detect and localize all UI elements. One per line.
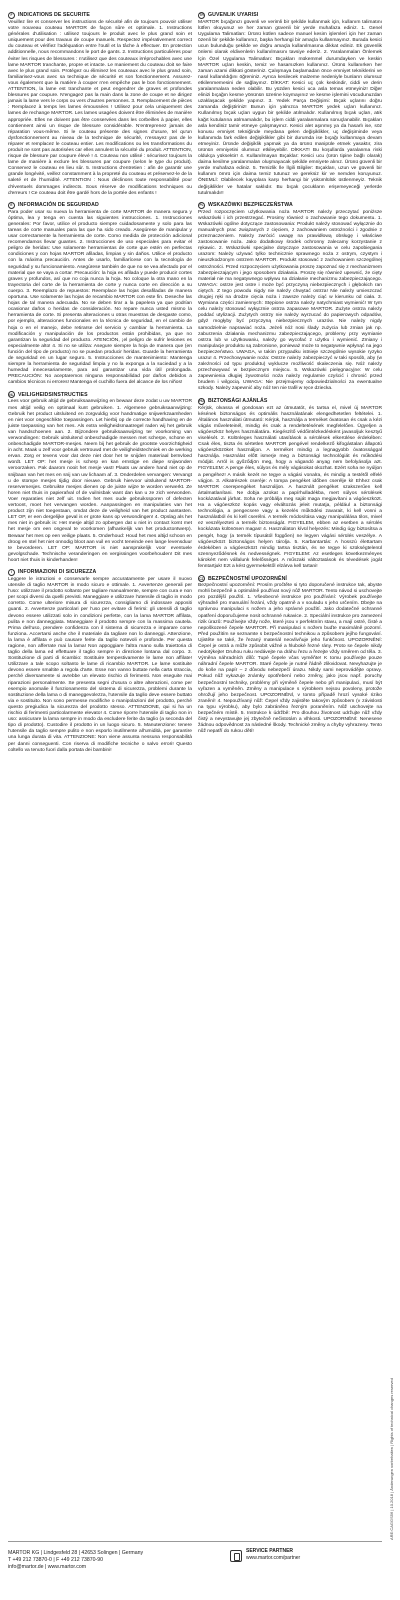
email-web-line[interactable]: info@martor.de | www.martor.com xyxy=(8,1564,87,1570)
language-code-icon: NL xyxy=(9,392,14,397)
section-title: INFORMACIÓN DE SEGURIDAD xyxy=(18,202,99,209)
language-code-icon: F xyxy=(8,12,15,19)
service-link[interactable]: www.martor.com/partner xyxy=(246,1554,301,1561)
section-i xyxy=(8,569,192,754)
vertical-note xyxy=(389,1060,397,1540)
section-header xyxy=(198,12,382,19)
section-header xyxy=(198,202,382,209)
section-header xyxy=(8,569,192,576)
section-body: Veuillez lire et conserver les instructions de sécurité afin de toujours pouvoir utiliser votre nouveau couteau MARTOR de façon sûre et optimale. 1. Instructions générales d'utilisation : utilisez toujours le produit avec le plus grand soin et uniquement pour des travaux de coupe manuels. Respectez impérativement correct du couteau et vérifiez l'adéquation entre l'outil et la tâche à effectuer. En protection additionnelle, nous recommandons le port de gants. 2. Instructions particulières pour éviter les risques de blessures : n'utilisez que des couteaux irréprochables avec une lame MARTOR tranchante, propre et intacte. Le maniement du couteau doit se faire avec le plus grand soin. Protégez ou éliminez les couteaux avec le plus grand soin, familiarisez-vous avec sa technique de sécurité et son fonctionnement. Assurez-vous également que la matière à couper n'en empêche pas le bon fonctionnement. ATTENTION, la lame est tranchante et peut engendrer de graves et profondes blessures par coupure. N'engagez pas la main dans la zone de coupe et ne dirigez jamais la lame vers le corps ou vers d'autres personnes. 3. Remplacement de pièces : Remplacez à temps les lames émoussées ! Utilisez pour cela uniquement des lames de rechange MARTOR. Les lames usagées doivent être éliminées de manière appropriée. Elles ne doivent pas être conservées dans les corbeilles à papier, elles contiennent ainsi un risque de blessure considérable. N'entreprenez jamais de réparation vous-même. Si le couteau présente des signes d'usure, tel qu'un dysfonctionnement au niveau de la technique de sécurité, n'essayez pas de le réparer et remplacez le couteau entier. Les modifications ou les transformations du produit ne sont pas autorisées car elles annulent la sécurité du produit. ATTENTION, risque de blessure par coupure élevé ! 4. Couteau non utilisé : sécurisez toujours la lame de manière à exclure les blessures par coupure (selon le type du produit). Conservez le couteau en lieu sûr. 5. Instructions d'entretien : afin de garantir une grande longévité, veillez constamment à la propreté du couteau et préservez-le de la saleté et de l'humidité. ATTENTION : Nous déclinons toute responsabilité pour d'éventuels dommages indirects. Sous réserve de modifications techniques ou d'erreurs ! Ce couteau doit être gardé hors de la portée des enfants ! xyxy=(8,20,192,196)
footer xyxy=(8,1548,378,1588)
service-partner xyxy=(230,1548,300,1562)
section-body: Przed rozpoczęciem użytkowania noża MARTOR należy przeczytać poniższe wskazówki i ich przestrzegać. Prosimy również o zachowanie tego dokumentu. 1. Wskazówki ogólne dotyczące zastosowania: Produkt należy stosować wyłącznie do manualnych prac związanych z cięciem, z zachowaniem ostrożności i zgodnie z przeznaczeniem. Należy zwrócić uwagę na prawidłową obsługę i właściwe zastosowanie noża. Jako dodatkowy środek ochronny zalecamy korzystanie z rękawic. 2. Wskazówki specjalne dotyczące zastosowania w celu zapobiegania urazom: Należy używać tylko technicznie sprawnego noża z ostrym, czystym i nieuszkodzonym ostrzem MARTOR. Produkt stosować z zachowaniem szczególnej ostrożności. Przed rozpoczęciem użytkowania proszę zapoznać się z mechanizmem zabezpieczającym i jego sposobem działania. Proszę się również upewnić, że cięty materiał nie ma negatywnego wpływu na działanie mechanizmu zabezpieczającego. UWAGA: ostrze jest ostre i może być przyczyną niebezpiecznych i głębokich ran ciętych. Z tego powodu nigdy nie należy chwytać ostrza! Nie należy umieszczać drugiej ręki na drodze cięcia noża i zawsze należy ciąć w kierunku od ciała. 3. Wymiana części zamiennych: Stępione ostrza należy natychmiast wymienić! W tym celu należy stosować wyłącznie ostrza zapasowe MARTOR. Zużyte ostrza należy poddać utylizacji. Zużytych ostrzy nie należy wyrzucać do papierowych odpadów, gdyż mogłyby być przyczyną niebezpiecznych urazów. Nie należy nigdy samodzielnie naprawiać noża. Jeżeli nóż nosi ślady zużycia lub zmian jak np. zaburzenia działania mechanizmu zabezpieczającego, problemy przy wymianie ostrza lub w użytkowaniu, należy go wycofać z użytku i wymienić. Zmiany i manipulacje produktu są zabronione, ponieważ może to negatywnie wpłynąć na jego bezpieczeństwo. UWAGA, w takim przypadku istnieje szczególnie wysokie ryzyko urazu! 4. Przechowywanie noża: Ostrze należy zabezpieczyć w taki sposób, aby (w zależności od typu produktu) wyklucze możliwość skaleczenia się. Nóż należy przechowywać w bezpiecznym miejscu. 5. Wskazówki pielęgnacyjne: W celu zapewnienia długiej żywotności noża należy regularnie czyścić i chronić przed brudem i wilgocią. UWAGA: Nie przejmujemy odpowiedzialności za ewentualne szkody. Należy zapewnić aby nóż ten nie trafił w ręce dziecka. xyxy=(198,209,382,392)
section-header xyxy=(8,391,192,398)
language-code-icon: HU xyxy=(199,398,204,403)
language-code-icon: I xyxy=(8,569,15,576)
section-pl xyxy=(198,202,382,393)
address-line: MARTOR KG | Lindgesfeld 28 | 42653 Solingen | Germany xyxy=(8,1550,144,1556)
language-code-icon: CZ xyxy=(199,576,204,581)
section-body: MARTOR bıçağınızı güvenli ve verimli bir şekilde kullanmak için, kullanım talimatını lütfen okuyunuz ve her zaman güvenli bir yerde muhafaza ediniz. 1. Genel Uygulama Talimatları: Ürünü kütlen sadece manuel kesim işlemleri için her zaman özenli bir şekilde kullanınız, başka herhangi bir amaçla kullanmayınız. Burada kesici ucun bulunduğu şekilde ve doğru amaçla kullanılmasına dikkat ediniz. Ek güvenlik önlemi olarak eldivenlerin kullanılmasını tavsiye ederiz. 2. Yaralanmaları Önlemek İçin Özel Uygulama Talimatları: Bıçakları mükemmel durumdayken ve keskin MARTOR uçları keskin, temiz ve hasarsızken kullanınız. Ürünü kullanırken her zaman azami dikkati gösteriniz. Çalışmaya başlamadan önce emniyet tekniklerini ve nasıl kullanıldığını öğreniniz. Ayrıca kesilecek malzeme nedeniyle bunların olumsuz etkilenmemesini de sağlayınız. DİKKAT: Kesici uç çok keskindir, ciddi ve derin yaralanmalara neden olabilir. Bu yüzden kesici uca asla temas etmeyiniz! Diğer elinizi bıçağın kesme yönünün üzerine koymayınız ve kesme işlemini vücudunuzdan uzaklaşacak şekilde yapınız. 3. Yedek Parça Değişimi: Bıçak uçlarını doğru zamanda değiştiriniz! Bunun için yalnızca MARTOR yedek uçları kullanınız. Kullanılmış bıçak uçları uygun bir şekilde atılmalıdır. Kullanılmış bıçak uçları, atık kağıt kutularına atılmamalıdır, bu işlem ciddi yaralanmalara sonuçlanabilir. Bıçakları asla kendiniz tamir etmeye çalışmayınız. Kesici alet aşınmış ya da hasarlı ise, söz konusu emniyet tekniğinde meydana gelen değişiklikler, uç değişiminde veya kullanımda fark edilen değişiklikler gibi bir durumda ise bıçağı kullanmaya devam etmeyiniz. Üründe değişiklik yapmak ya da ürünü manipüle etmek yasaktır, zira ürünün emniyetini olumsuz etkileyebilir. DİKKAT! Bu koşullarda yaralanma riski oldukça yüksektir! 4. Kullanılmayan Bıçaklar: Kesici ucu (ürün tipine bağlı olarak) daima kesilme yaralanmaları oluşmayacak şekilde emniyete alınız. Ürünü güvenli bir yerde muhafaza ediniz. 5. Temizlik İle İlgili Bilgiler: Bıçakları, uzun ve güvenli bir kullanım ömrü için daima temiz tutunuz ve gereksiz kir ve nemden koruyunuz. ÖNEMLİ: Olabilecek kayıplara karşı herhangi bir yükümlülük üstlenmeyiz. Teknik değişiklikler ve hatalar saklıdır. Bu bıçak çocukların erişemeyeceği yerlerde tutulmalıdır! xyxy=(198,20,382,196)
section-title: VEILIGHEIDSINSTRUCTIES xyxy=(18,391,88,398)
section-body: Para poder usar su nueva la herramienta de corte MARTOR de manera segura y óptima, lea y tenga en cuenta las siguientes instrucciones. 1. Instrucciones generales: Por favor, utilice el producto siempre cuidadosamente y solo para las tareas de corte manuales para las que ha sido creado. Asegúrese de manipular y usar correctamente la herramienta de corte. Como medida de protección adicional recomendamos llevar guantes. 2. Instrucciones de uso especiales para evitar el peligro de heridas: Use solamente herramientas de corte que estén en perfectas condiciones y con hojas MARTOR afiladas, limpias y sin daños. Utilice el producto con la máxima precaución. Antes de usarlo, familiarícese con la tecnología de seguridad y su funcionamiento. Asegúrese también de que no se vea afectado por el material que se vaya a cortar. Precaución: la hoja es afilada y puede producir cortes graves y profundos, así que no coja nunca la hoja. No coloque la otra mano en la trayectoria del corte de la herramienta de corte y nunca corte en dirección a su cuerpo. 3. Reemplazo de repuestos: Reemplace las hojas desafiladas de manera oportuna. Use solamente las hojas de recambio MARTOR con este fin. Deseche las hojas de tal manera adecuada. No se deben tirar a la papelera ya que podrían ocasionar daños o heridas de consideración. No repare nunca usted mismo la herramienta de corte. Si presenta alteraciones u otras muestras de desgaste como, por ejemplo, alteraciones funcionales en la técnica de seguridad, en el cambio de hoja o en el manejo, debe retirarse del servicio y cambiar la herramienta. La modificación y manipulación de los productos están prohibidas, ya que no garantizan la seguridad del producto. ATENCIÓN, ¡el peligro de sufrir lesiones es especialmente alto! 4. Si no se utiliza: Asegure siempre la hoja de manera que (en función del tipo de producto) no se puedan producir heridas. Guarde la herramienta de seguridad en un lugar seguro. 5. Instrucciones de mantenimiento: Mantenga siempre la herramienta de seguridad limpia y no la exponga a la suciedad y a la humedad innecesariamente, para así garantizar una vida útil prolongada. PRECAUCIÓN: No aceptaremos ninguna responsabilidad por daños debidos a cambios técnicos ni errores! Mantenga el cuchillo fuera del alcance de los niños! xyxy=(8,209,192,386)
left-column xyxy=(8,12,192,1532)
text-columns xyxy=(8,12,382,1532)
section-title: BIZTONSÁGI AJÁNLÁS xyxy=(208,397,268,404)
section-header xyxy=(8,202,192,209)
section-tr xyxy=(198,12,382,197)
vertical-note-text: ARE:CAGGS56 | 10.2018 | Änderungen vorbehalten | Rights of technical changes reserved xyxy=(389,1378,394,1540)
section-hu xyxy=(198,398,382,571)
right-column xyxy=(198,12,382,1532)
section-body: Lees voor gebruik altijd de gebruiksaanwijzing en bewaar deze zodat u uw MARTOR mes altijd veilig en optimaal kunt gebruiken. 1. Algemene gebruiksaanwijzing: Gebruik het product uitsluitend en zorgvuldig voor handmatige snijwerkzaamheden en niet voor ongeschikte toepassingen. Let hierbij op de correcte handhaving en de juiste toepassing van het mes. Als extra veiligheidsmaatregel raden wij het gebruik van handschoenen aan. 2. Bijzondere gebruiksaanwijzing ter voorkoming van verwondingen: Gebruik uitsluitend onbeschadigde messen met scherpe, schone en onbeschadigde MARTOR-mesjes. Neem bij het gebruik de grootste voorzichtigheid in acht. Maak u zelf voor gebruik vertrouwd met de veiligheidstechniek en de werking ervan. Zorg er tevens voor dat deze niet door het te snijden materiaal beïnvloed wordt. LET OP: het mesje is scherp en kan ernstige en diepe snijwonden veroorzaken. Pak daarom nooit het mesje vast! Plaats uw andere hand niet op de snijbaan van het mes en snij van uw lichaam af. 3. Onderdelen vervangen: Vervangt u de stompe mesjes tijdig door nieuwe. Gebruik hiervoor uitsluitend MARTOR-reservemesjes. Gebruikte mesjes dienen op de juiste wijze te worden verwerkt. Ze horen niet thuis in papierafval of de vuilnisbak want dan kan u ze zich verwonden. Voer reparaties niet zelf uit. Indien het mes oude gebruikssporen of defecten vertoont, moet het vervangen worden. Aanpassingen en manipulaties van het product zijn niet toegestaan, omdat deze de veiligheid van het product aantasten. LET OP, er een dergelijke geval is er grote kans op verwondingen! 4. Opslag als het mes niet in gebruik is: Het mesje altijd zo opbergen dat u niet in contact komt met het mesje om een ongeval te voorkomen (afhankelijk van het productontwerp). Bewaar het mes op een veilige plaats. 5. Onderhoud: Houd het mes altijd schoon en droog en stel het niet onnodig bloot aan vuil en vocht teneinde een lange levensduur te bevorderen. LET OP: MARTOR is niet aansprakelijk voor eventuele gevolgschade. Technische veranderingen en vergissingen voorbehouden! Dit mes hoort niet thuis in kinderhanden! xyxy=(8,399,192,563)
contact-line: T +49 212 73870-0 | F +49 212 73870-90 xyxy=(8,1557,103,1563)
service-label: SERVICE PARTNER xyxy=(246,1548,294,1554)
service-text xyxy=(246,1548,300,1561)
section-nl xyxy=(8,391,192,564)
section-body: Bezpečnostní upozornění: Prosím pročtěte si tyto doporučené instrukce tak, abyste mohli bezpečně a optimálně používat nový nůž MARTOR. Tento návod si uschovejte pro pozdější použití. 1. Všeobecné instrukce pro používání: Výrobek používejte výhradně pro manuální řezání, vždy opatrně a v souladu s jeho určením. Dbejte na správnou manipulaci s nožem a jeho správné použití. Jako dodatečné ochranné opatření doporučujeme nosit ochranné rukavice. 2. Speciální instrukce pro zamezení rizik úrazů: Používejte vždy nože, které jsou v perfektním stavu, a mají ostré, čisté a nepoškozené čepele MARTOR. Při manipulaci s nožem buďte maximálně pozorní. Před použitím se seznamte s bezpečnostní technikou a způsobem jejího fungování. Ujistěte se také, že řezaný materiál neovlivňuje jeho funkčnost. UPOZORNĚNÍ: Čepel je ostrá a může způsobit vážné a hluboké řezné rány. Proto se čepele nikdy nedotýkejte! Druhou ruku nedávejte na dráhu řezu a řezejte vždy směrem od těla. 3. Výměna náhradních dílů: Tupé čepele včas vyměňte! K tomu používejte pouze náhradní čepele MARTOR. Staré čepele je nutné řádně zlikvidovat. Nevyhazujte je do koše na papír – z důvodu nebezpečí úrazu. Nikdy sami neprovádějte opravy. Pokud nůž vykazuje známky opotřebení nebo změny, jako jsou např. poruchy bezpečnostní techniky, problémy při výměně čepele nebo při manipulaci, musí být vyřazen a vyměněn. Změny a manipulace s výrobkem nejsou povoleny, protože ohrožují jeho bezpečnost. UPOZORNĚNÍ, v tomto případě hrozí vysoké riziko zranění! 4. Nepoužívaný nůž: Čepel vždy zajistěte takovým způsobem (v závislosti na typu výrobku), aby bylo zabráněno řezným poraněním. Nůž uschovejte na bezpečném místě. 5. Instrukce k údržbě: Pro dlouhou životnost udržujte nůž vždy čistý a nevystavujte jej zbytečně nečistotám a vlhkosti. UPOZORNĚNÍ: Nenesene žádnou odpovědnost za následné škody. Technické změny a chyby vyhrazeny. Tento nůž nepatří do rukou dětí! xyxy=(198,583,382,735)
section-body: Leggere le istruzioni e conservarle sempre accuratamente per usare il nuovo utensile di taglio MARTOR in modo sicuro e ottimale. 1. Avvertenze generali per l'uso: utilizzare il prodotto soltanto per tagliare manualmente, sempre con cura e non per scopi diversi da quelli previsti. Maneggiare e utilizzare l'utensile di taglio in modo corretto. Come ulteriore misura di sicurezza, consigliamo di indossare appositi guanti. 2. Avvertenze particolari per l'uso per evitare di ferirsi: gli utensili di taglio devono essere utilizzati solo in condizioni perfette, con la lama MARTOR affilata, pulita e non danneggiata. Maneggiare il prodotto sempre con la massima cautela. Prima dell'uso, prendere confidenza con il sistema di sicurezza e imparare come funziona. Accertarsi anche che il materiale da tagliare non lo danneggi. Attenzione, la lama è affilata e può causare ferite da taglio notevoli e profonde. Per questa ragione, non afferrate mai la lama! Non appoggiare l'altra mano sulla traiettoria di taglio della lama ed effettuare il taglio sempre in direzione lontana dal corpo. 3. Sostituzione di parti di ricambio: Sostituire tempestivamente le lame non affilate! Utilizzare a tale scopo soltanto le lame di ricambio MARTOR. Le lame sostituite devono essere smaltite a regola d'arte. Esse non vanno buttate nella carta straccia, perché diversamente si avrebbe un elevato rischio di ferimenti. Non eseguite mai riparazioni personalmente. Se presenta segni d'usura o altre alterazioni, come per esempio anomalie il funzionamento del sistema di sicurezza, problemi durante la sostituzione della lama o di maneggevolezza, l'utensile da taglio deve essere buttato via e sostituito. Non sono permesse modifiche o manipolazioni del prodotto, perché questo pregiudica la sicurezza del prodotto stesso. ATTENZIONE, qui si ha un rischio di ferimenti particolarmente elevato! 4. Come riporre l'utensile di taglio non in uso: assicurare la lama sempre in modo da escludere ferite da taglio (a seconda del tipo di prodotto). Custodire il prodotto in un luogo sicuro. 5. Manutenzione: tenere l'utensile da taglio sempre pulito e non esporlo inutilmente all'umidità, per garantire una lunga durata di vita. ATTENZIONE: Non viene assunta nessuna responsabilità per danni conseguenti. Con riserva di modifiche tecniche o salvo errori! Questo coltello va tenuto fuori dalla portata dei bambini! xyxy=(8,576,192,753)
section-title: BEZPEČNOSTNÍ UPOZORNĚNÍ xyxy=(208,575,287,582)
section-title: GÜVENLIK UYARISI xyxy=(208,12,259,19)
language-code-icon: PL xyxy=(199,203,204,208)
section-header xyxy=(8,12,192,19)
company-address xyxy=(8,1550,208,1571)
section-body: Kérjük, olvassa el gondosan ezt az útmutatót, és tartsa el, mivel új MARTOR késének biztonságos és optimális használatának elengedhetetlen feltételei. 1. Általános használati útmutató: Kérjük, használja a terméket óvatosan és csak a kézi vágás műveleteinél, mindig és csak a rendeltetésének megfelelően. Ügyeljen a vágóeszköz helyes használatára. Kiegészítő védőintézkedésként javasoljuk kesztyű viselését. 2. Különleges használati utasítások a sérülések elkerülése érdekében: Csak éles, tiszta és sértetlen MARTOR pengével rendelkező kifogástalan állapotú vágóeszközöket használjon. A terméket mindig a legnagyobb óvatossággal használja. Használat előtt ismerje meg a biztonsági technológiát és működési módját. Arról is győződjön meg, hogy a vágandó anyag nem befolyásolja azt. FIGYELEM: A penge éles, súlyos és mély vágásokat okozhat. Ezért soha ne nyúljon a pengéhez! A másik kezét ne tegye a vágási vonalra, és mindig a testétől elfelé vágjon. 3. Alkatrészek cseréje: A tompa pengéket időben cserélje ki! Ehhez csak MARTOR cserepengéket használjon. A használt pengéket szakszerűen kell ártalmatlanítani. Ne dobja azokat a papírhulladékba, mert súlyos sérülések kockázatával járhat. Soha ne próbálja meg saját maga megjavítani a vágóeszközt. Ha a vágóeszköz kopás vagy elváltozás jeleit mutatja, például a biztonsági technológia, a pengecsere vagy a kezelés működési zavarait, ki kell vonni a használatból és ki kell cserélni. A termék módosítása vagy manipulálása tilos, mivel ez veszélyezteti a termék biztonságát. FIGYELEM, ebben az esetben a sérülés kockázata különösen magas! 4. Használaton kívül helyezés: Mindig úgy biztosítsa a pengét, hogy (a termék típusától függően) ne legyen vágási sérülés veszélye. A vágóeszközt biztonságos helyen tárolja. 5. Karbantartás: A hosszú élettartam érdekében a vágóeszközt mindig tartsa tisztán, és ne tegye ki szükségtelenül szennyeződésnek és nedvességnek. FIGYELEM: Az esetleges következményes károkért nem vállalunk felelősséget. A műszaki változtatások és tévedések jogát fenntartjuk! Ezt a kést gyermekektől elzárva kell tartani! xyxy=(198,405,382,569)
language-code-icon: E xyxy=(8,202,15,209)
section-title: INFORMAZIONI DI SICUREZZA xyxy=(18,569,97,576)
section-cz xyxy=(198,575,382,735)
footer-divider xyxy=(8,1541,382,1542)
language-code-icon: TR xyxy=(199,13,204,18)
section-e xyxy=(8,202,192,387)
section-title: WSKAZÓWKI BEZPIECZEŃSTWA xyxy=(208,202,293,209)
section-header xyxy=(198,398,382,405)
section-f xyxy=(8,12,192,197)
phone-icon xyxy=(230,1550,242,1562)
section-title: INDICATIONS DE SECURITE xyxy=(18,12,90,19)
section-header xyxy=(198,575,382,582)
